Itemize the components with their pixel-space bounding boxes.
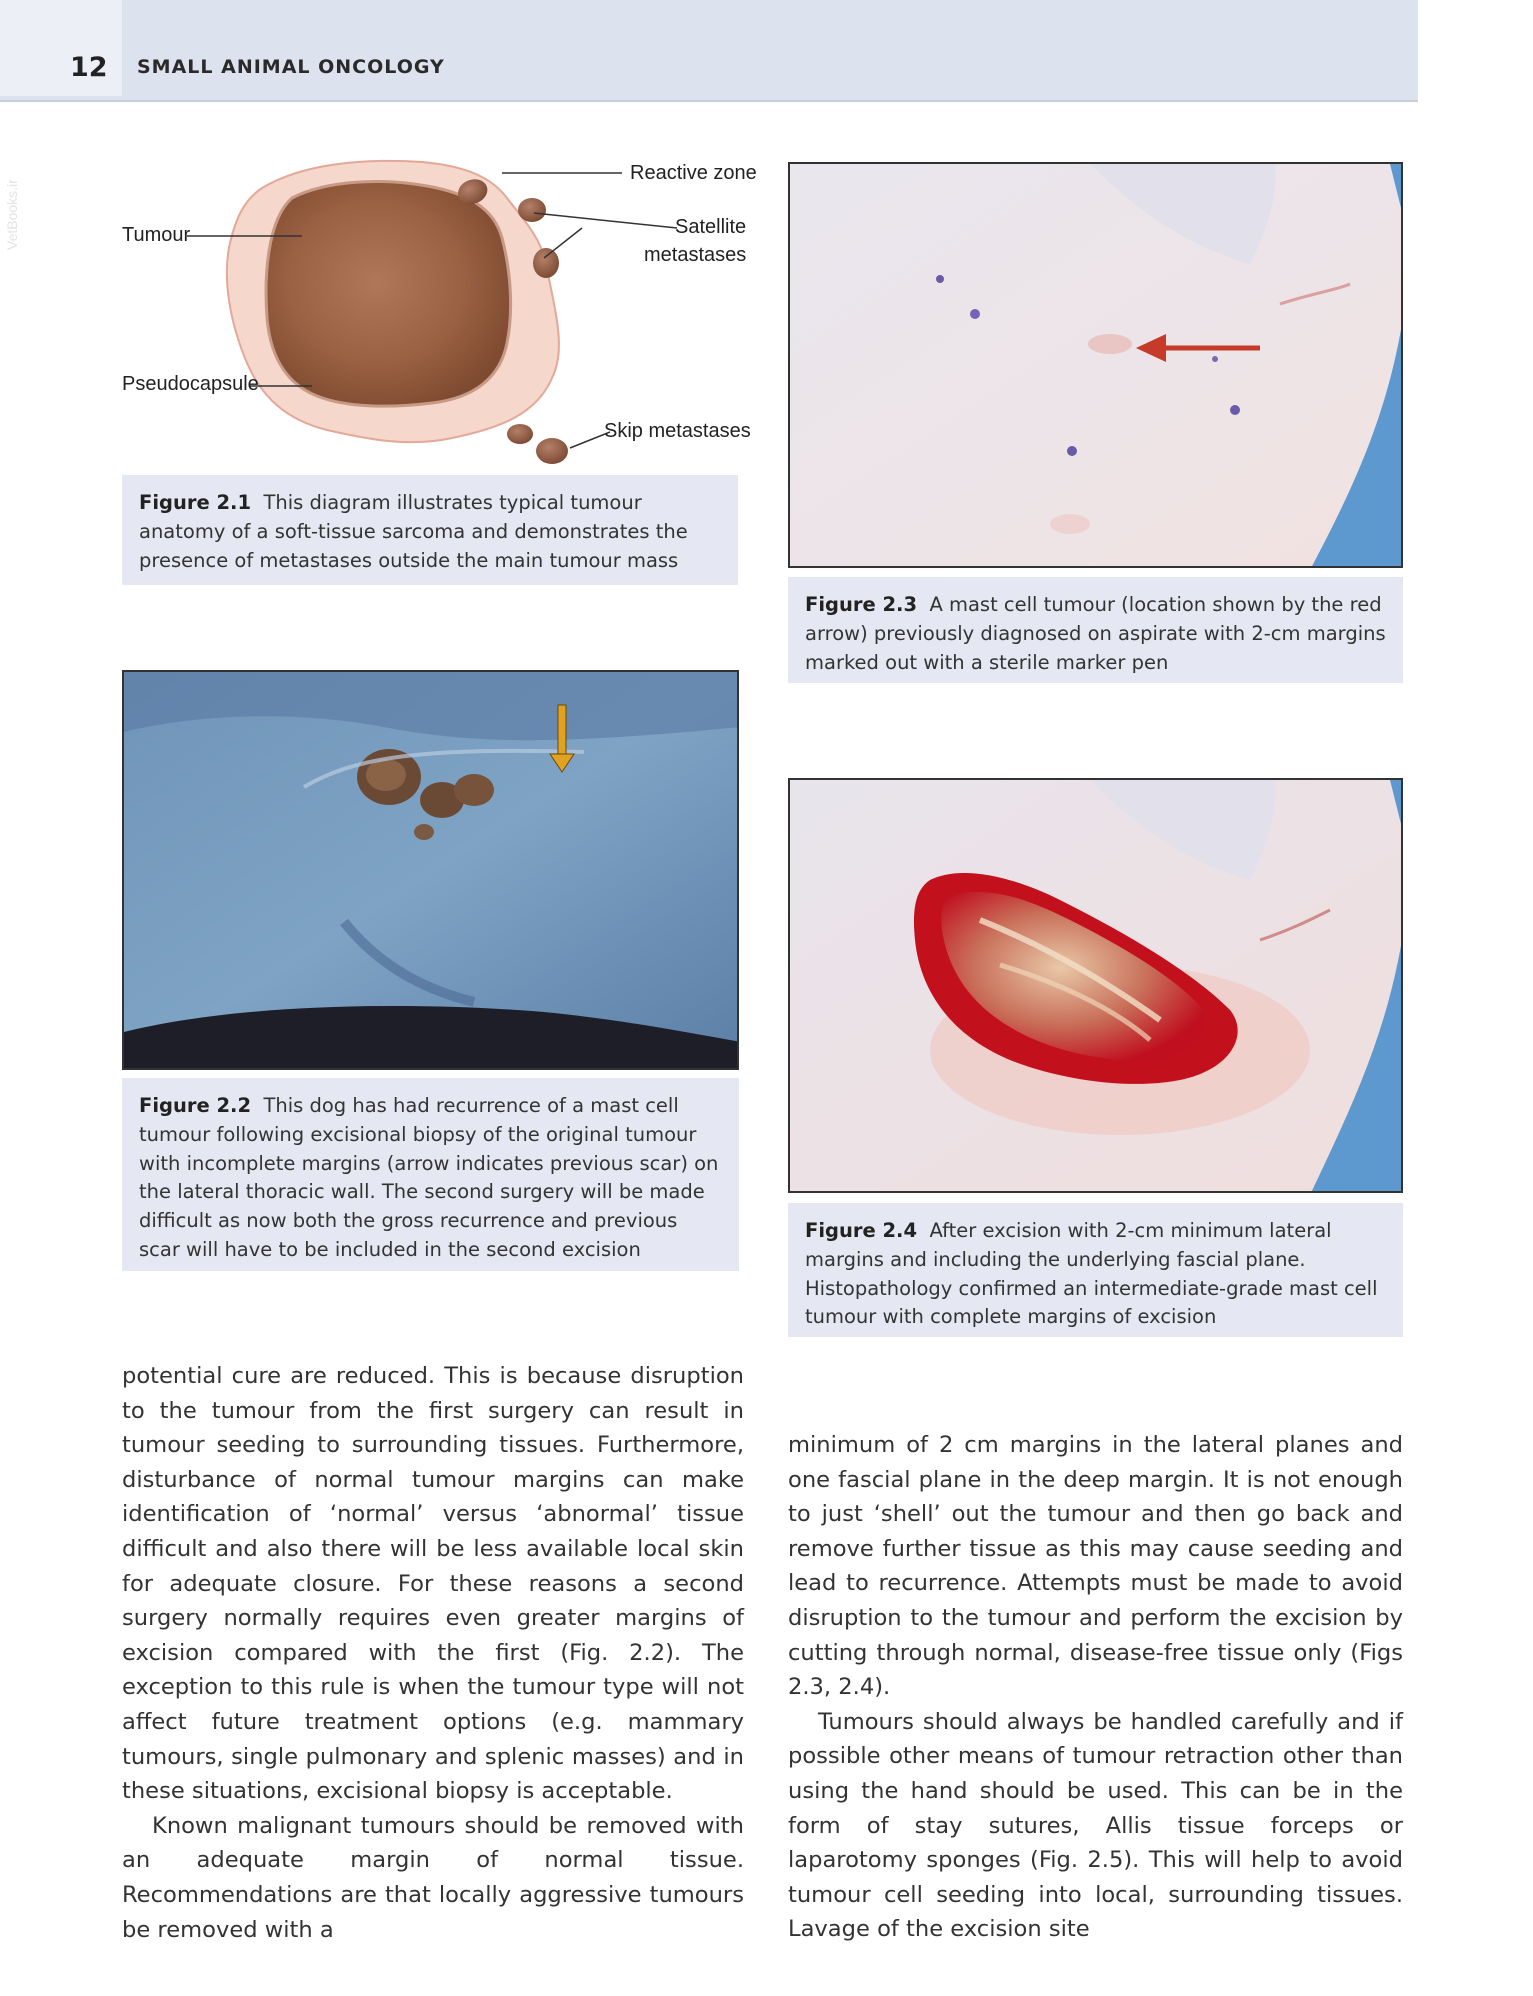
figure-label: Figure 2.1 [139, 491, 252, 514]
satellite-metastasis-shape [518, 198, 546, 222]
body-text-left-column [122, 1359, 744, 1947]
page-number: 12 [70, 52, 108, 83]
body-paragraph: Known malignant tumours should be removed with an adequate margin of normal tissue. Recommendations are that locally aggressive tumours be removed with a [122, 1812, 744, 1943]
figure-2-3-caption [788, 577, 1403, 683]
label-satellite-line1: Satellite [675, 216, 747, 238]
figure-2-3-photo [788, 162, 1403, 568]
tumour-mass-shape [266, 182, 511, 407]
body-paragraph: minimum of 2 cm margins in the lateral planes and one fascial plane in the deep margin. It is not enough to just ‘shell’ out the tumour and then go back and remove further tissue as this may cause seeding and lead to recurrence. Attempts must be made to avoid disruption to the tumour and perform the excision by cutting through normal, disease-free tissue only (Figs 2.3, 2.4). [788, 1432, 1403, 1701]
watermark: VetBooks.ir [4, 179, 20, 250]
figure-2-2-caption [122, 1078, 739, 1271]
body-paragraph: Tumours should always be handled carefully and if possible other means of tumour retraction other than using the hand should be used. This can be in the form of stay sutures, Allis tissue forceps or laparotomy sponges (Fig. 2.5). This will help to avoid tumour cell seeding into local, surrounding tissues. Lavage of the excision site [788, 1708, 1403, 1943]
figure-label: Figure 2.3 [805, 593, 918, 616]
figure-2-1-caption [122, 475, 738, 585]
figure-label: Figure 2.2 [139, 1094, 252, 1117]
caption-text: After excision with 2-cm minimum lateral margins and including the underlying fascial plane. Histopathology confirmed an intermediate-grade mast cell tumour with complete margins of excision [805, 1219, 1378, 1329]
body-text-right-column [788, 1428, 1403, 1947]
figure-2-2-photo [122, 670, 739, 1070]
label-satellite-line2: metastases [644, 244, 747, 266]
caption-text: This diagram illustrates typical tumour anatomy of a soft-tissue sarcoma and demonstrates the presence of metastases outside the main tumour mass [139, 491, 688, 572]
running-header-band [0, 0, 1418, 102]
figure-2-4-photo [788, 778, 1403, 1193]
skip-metastasis-shape [507, 424, 533, 444]
label-tumour: Tumour [122, 224, 191, 246]
running-head: SMALL ANIMAL ONCOLOGY [137, 56, 445, 78]
figure-2-1-diagram [122, 158, 757, 478]
skip-metastasis-shape [536, 438, 568, 464]
label-skip-metastases: Skip metastases [604, 420, 751, 442]
figure-2-4-caption [788, 1203, 1403, 1337]
figure-label: Figure 2.4 [805, 1219, 918, 1242]
satellite-metastasis-shape [533, 248, 559, 278]
label-reactive-zone: Reactive zone [630, 162, 757, 184]
caption-text: This dog has had recurrence of a mast cell tumour following excisional biopsy of the original tumour with incomplete margins (arrow indicates previous scar) on the lateral thoracic wall. The second surgery will be made difficult as now both the gross recurrence and previous scar will have to be included in the second excision [139, 1094, 719, 1261]
body-paragraph: potential cure are reduced. This is because disruption to the tumour from the first surgery can result in tumour seeding to surrounding tissues. Furthermore, disturbance of normal tumour margins can make identification of ‘normal’ versus ‘abnormal’ tissue difficult and also there will be less available local skin for adequate closure. For these reasons a second surgery normally requires even greater margins of excision compared with the first (Fig. 2.2). The exception to this rule is when the tumour type will not affect future treatment options (e.g. mammary tumours, single pulmonary and splenic masses) and in these situations, excisional biopsy is acceptable. [122, 1363, 744, 1805]
label-pseudocapsule: Pseudocapsule [122, 373, 259, 395]
caption-text: A mast cell tumour (location shown by the red arrow) previously diagnosed on aspirate with 2-cm margins marked out with a sterile marker pen [805, 593, 1386, 674]
